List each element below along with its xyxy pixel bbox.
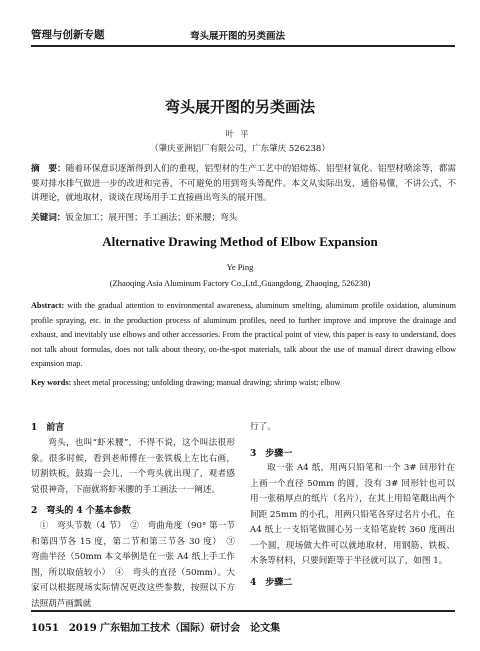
section-1-heading: 1 前言 (31, 423, 65, 433)
keywords-en-label: Key words: (31, 378, 72, 387)
author-english: Ye Ping (226, 262, 254, 272)
keywords-chinese (31, 211, 456, 223)
abstract-english (31, 299, 456, 372)
footer-page-info: 1051 2019 广东铝加工技术（国际）研讨会 论文集 (31, 623, 281, 634)
abstract-label: 摘 要： (31, 164, 66, 174)
header-journal-section: 管理与创新专题 (31, 29, 105, 41)
section-2-heading: 2 弯头的 4 个基本参数 (31, 506, 131, 516)
footer-rule (31, 610, 455, 612)
header-rule (31, 45, 455, 47)
abstract-text: 随着环保意识逐渐得到人们的重视，铝型材的生产工艺中的铝熔炼、铝型材氧化、铝型材喷涂等，都需要对排水排气做进一步的改进和完善，不可避免的用到弯头等配件。本文从实际出发，通俗易懂，不讲公式，不讲理论，就地取材，谈谈在现场用手工直接画出弯头的展开图。 (31, 164, 456, 203)
keywords-text: 钣金加工；展开图；手工画法；虾米腰；弯头 (65, 213, 238, 223)
keywords-english (31, 378, 456, 387)
keywords-en-text: sheet metal processing; unfolding drawing; manual drawing; shrimp waist; elbow (71, 378, 341, 387)
section-2-continued: 行了。 (250, 422, 276, 432)
affiliation-english: (Zhaoqing Asia Aluminum Factory Co.,Ltd.,Guangdong, Zhaoqing, 526238) (109, 278, 371, 288)
section-1-body: 弯头，也叫“虾米腰”，不得不说，这个叫法很形象。很多时候，看到老师傅在一张铁板上左比右画，切割铁板，鼓捣一会儿，一个弯头就出现了，观者感觉很神奇，下面就将虾米腰的手工画法一一阐述。 (31, 438, 235, 495)
section-3-heading: 3 步骤一 (250, 449, 293, 459)
abstract-en-label: Abstract: (31, 301, 65, 310)
title-chinese: 弯头展开图的另类画法 (164, 98, 315, 116)
title-english: Alternative Drawing Method of Elbow Expansion (102, 234, 378, 249)
keywords-label: 关键词： (31, 213, 66, 223)
author-chinese: 叶平 (225, 130, 255, 140)
section-2-body: ① 弯头节数（4 节） ② 弯曲角度（90° 第一节和第四节各 15 度，第二节和第三节各 30 度） ③ 弯曲半径（50mm 本文举例是在一张 A4 纸上手工作图，所以取值较小） ④ 弯头的直径（50mm）。大家可以根据现场实际情况更改这些参数，按照以下方法照葫芦画瓢就 (31, 521, 244, 609)
header-article-title: 弯头展开图的另类画法 (190, 31, 286, 42)
affiliation-chinese: （肇庆亚洲铝厂有限公司，广东肇庆 526238） (150, 144, 330, 154)
section-3-body: 取一张 A4 纸，用两只铅笔和一个 3# 回形针在上画一个直径 50mm 的圆，没有 3# 回形针也可以用一张稍厚点的纸片（名片），在其上用铅笔戳出两个间距 25mm 的小孔，用两只铅笔各穿过名片小孔，在 A4 纸上一支铅笔做圆心另一支铅笔旋转 360 度画出一个圆，现场做大件可以就地取材，用钢筋、铁板、木条等材料，只要间距等于半径就可以了，如图 1。 (250, 463, 455, 566)
abstract-en-text: with the gradual attention to environmental awareness, aluminum smelting, aluminum profile oxidation, aluminum profile spraying, etc. in the production process of aluminum profiles, need to further improve and improve the drainage and exhaust, and inevitably use elbows and other accessories. From the practical point of view, this paper is easy to understand, does not talk about formulas, does not talk about theory, on-the-spot materials, talk about the use of manual direct drawing elbow expansion map. (31, 301, 456, 368)
abstract-chinese (31, 162, 456, 206)
section-4-heading: 4 步骤二 (250, 578, 293, 588)
